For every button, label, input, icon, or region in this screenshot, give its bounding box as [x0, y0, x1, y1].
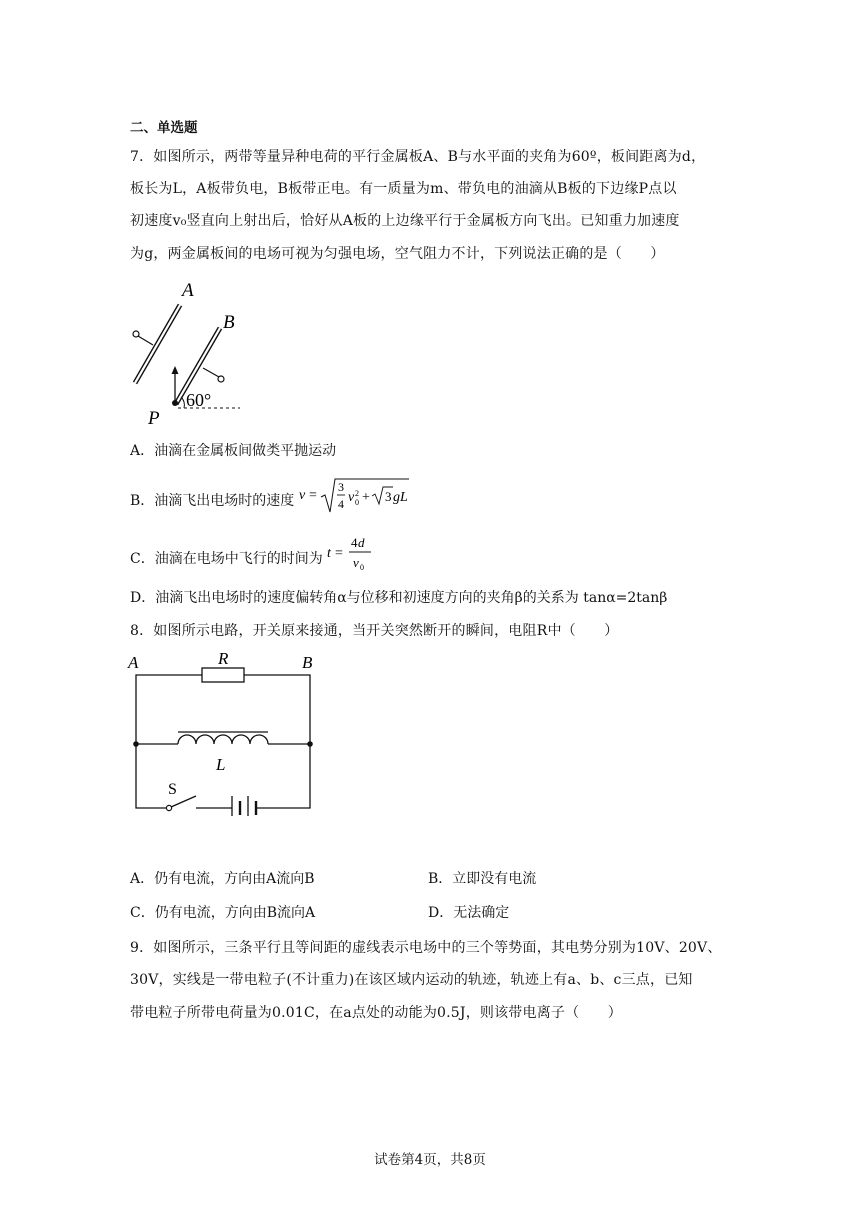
svg-text:v: v: [298, 488, 305, 503]
svg-text:3: 3: [384, 489, 392, 504]
label-resistor-r: R: [218, 649, 229, 668]
page-footer: 试卷第4页，共8页: [374, 1152, 486, 1168]
q9-line-1: 9．如图所示，三条平行且等间距的虚线表示电场中的三个等势面，其电势分别为10V、20V、: [130, 940, 722, 956]
svg-text:+: +: [361, 490, 370, 505]
svg-text:t: t: [327, 546, 332, 561]
label-plate-a: A: [182, 280, 194, 301]
label-node-b: B: [302, 653, 313, 672]
svg-text:4: 4: [337, 497, 344, 511]
svg-text:v: v: [347, 490, 354, 505]
q7-option-d: D．油滴飞出电场时的速度偏转角α与位移和初速度方向的夹角β的关系为 tanα=2tanβ: [130, 590, 668, 606]
q7-option-b-formula: [299, 476, 411, 516]
q7-line-2: 板长为L，A板带负电，B板带正电。有一质量为m、带负电的油滴从B板的下边缘P点以: [130, 181, 677, 197]
section-title: 二、单选题: [130, 120, 198, 136]
svg-text:0: 0: [360, 563, 365, 572]
q7-line-3: 初速度v₀竖直向上射出后，恰好从A板的上边缘平行于金属板方向飞出。已知重力加速度: [130, 213, 680, 229]
q8-line-1: 8．如图所示电路，开关原来接通，当开关突然断开的瞬间，电阻R中（ ）: [130, 623, 619, 639]
label-plate-b: B: [223, 312, 235, 333]
svg-text:v: v: [353, 555, 359, 570]
svg-text:2: 2: [354, 489, 359, 498]
label-inductor-l: L: [216, 755, 226, 774]
svg-text:gL: gL: [392, 490, 408, 505]
angle-label: 60°: [186, 390, 212, 410]
svg-text:4: 4: [351, 535, 358, 550]
q8-option-c: C．仍有电流，方向由B流向A: [130, 905, 316, 921]
q8-circuit-figure: [126, 646, 326, 816]
q7-option-b: [130, 480, 411, 516]
q7-option-c-text: C．油滴在电场中飞行的时间为: [130, 551, 323, 567]
q7-option-c: [130, 535, 377, 573]
svg-text:=: =: [308, 488, 317, 503]
q8-option-d: D．无法确定: [428, 905, 510, 921]
q8-option-a: A．仍有电流，方向由A流向B: [130, 871, 315, 887]
q7-option-a: A．油滴在金属板间做类平抛运动: [130, 443, 337, 459]
q7-option-b-text: B．油滴飞出电场时的速度: [130, 493, 295, 509]
svg-text:0: 0: [354, 498, 359, 507]
q7-line-1: 7．如图所示，两带等量异种电荷的平行金属板A、B与水平面的夹角为60º，板间距离为d，: [130, 149, 706, 165]
label-node-a: A: [128, 653, 139, 672]
q9-line-3: 带电粒子所带电荷量为0.01C，在a点处的动能为0.5J，则该带电离子（ ）: [130, 1005, 622, 1021]
label-point-p: P: [148, 408, 160, 428]
q8-option-b: B．立即没有电流: [428, 871, 537, 887]
label-switch-s: S: [168, 781, 177, 798]
svg-text:=: =: [335, 546, 344, 561]
q7-line-4: 为g，两金属板间的电场可视为匀强电场，空气阻力不计，下列说法正确的是（ ）: [130, 246, 665, 262]
svg-text:d: d: [358, 535, 365, 550]
q9-line-2: 30V，实线是一带电粒子(不计重力)在该区域内运动的轨迹，轨迹上有a、b、c三点，已知: [130, 972, 693, 988]
svg-text:3: 3: [337, 480, 344, 494]
q7-option-c-formula: [327, 533, 377, 573]
q7-plates-figure: [128, 278, 258, 428]
